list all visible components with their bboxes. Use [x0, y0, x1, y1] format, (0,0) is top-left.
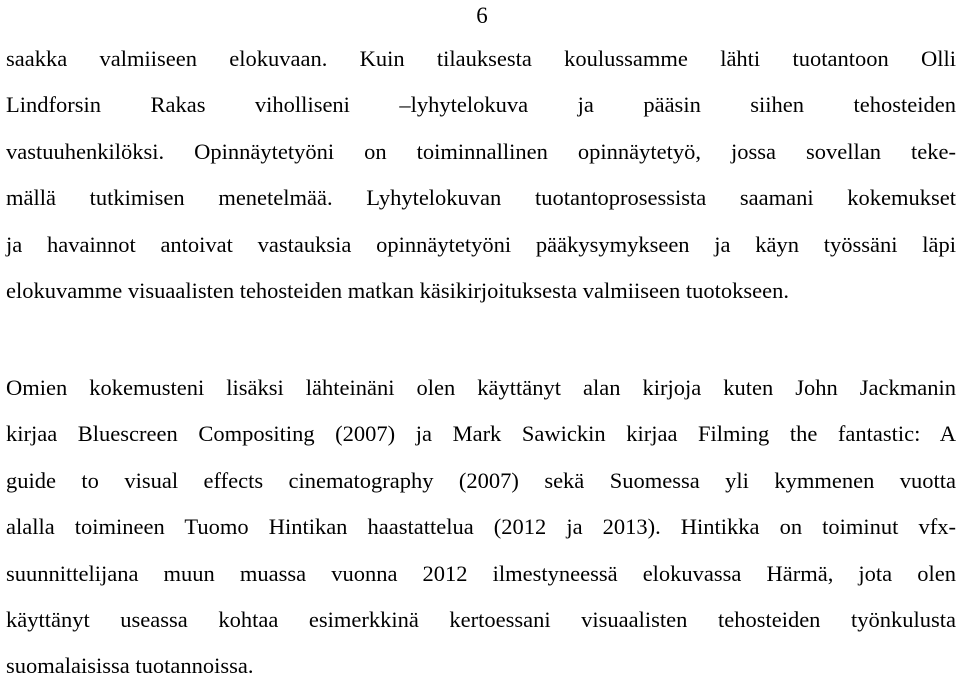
text-line: mällä tutkimisen menetelmää. Lyhytelokuvan tuotantoprosessista saamani kokemukset: [6, 185, 956, 211]
paragraph-1: [6, 36, 956, 314]
text-line: elokuvamme visuaalisten tehosteiden matkan käsikirjoituksesta valmiiseen tuotokseen.: [6, 277, 789, 303]
text-line: Omien kokemusteni lisäksi lähteinäni olen käyttänyt alan kirjoja kuten John Jackmanin: [6, 375, 956, 400]
text-line: kirjaa Bluescreen Compositing (2007) ja Mark Sawickin kirjaa Filming the fantastic: A: [6, 421, 956, 447]
text-line: käyttänyt useassa kohtaa esimerkkinä kertoessani visuaalisten tehosteiden työnkulusta: [6, 606, 956, 632]
text-line: alalla toimineen Tuomo Hintikan haastattelua (2012 ja 2013). Hintikka on toiminut vfx-: [6, 514, 956, 540]
page-number: 6: [476, 3, 488, 28]
text-line: guide to visual effects cinematography (2007) sekä Suomessa yli kymmenen vuotta: [6, 467, 956, 493]
text-line: ja havainnot antoivat vastauksia opinnäytetyöni pääkysymykseen ja käyn työssäni läpi: [6, 231, 956, 257]
text-line: suunnittelijana muun muassa vuonna 2012 ilmestyneessä elokuvassa Härmä, jota olen: [6, 560, 956, 586]
text-line: Lindforsin Rakas viholliseni –lyhytelokuva ja pääsin siihen tehosteiden: [6, 92, 956, 118]
paragraph-2: [6, 365, 956, 690]
text-line: vastuuhenkilöksi. Opinnäytetyöni on toiminnallinen opinnäytetyö, jossa sovellan teke-: [6, 138, 956, 164]
text-line: suomalaisissa tuotannoissa.: [6, 653, 254, 679]
text-line: saakka valmiiseen elokuvaan. Kuin tilauksesta koulussamme lähti tuotantoon Olli: [6, 46, 956, 71]
